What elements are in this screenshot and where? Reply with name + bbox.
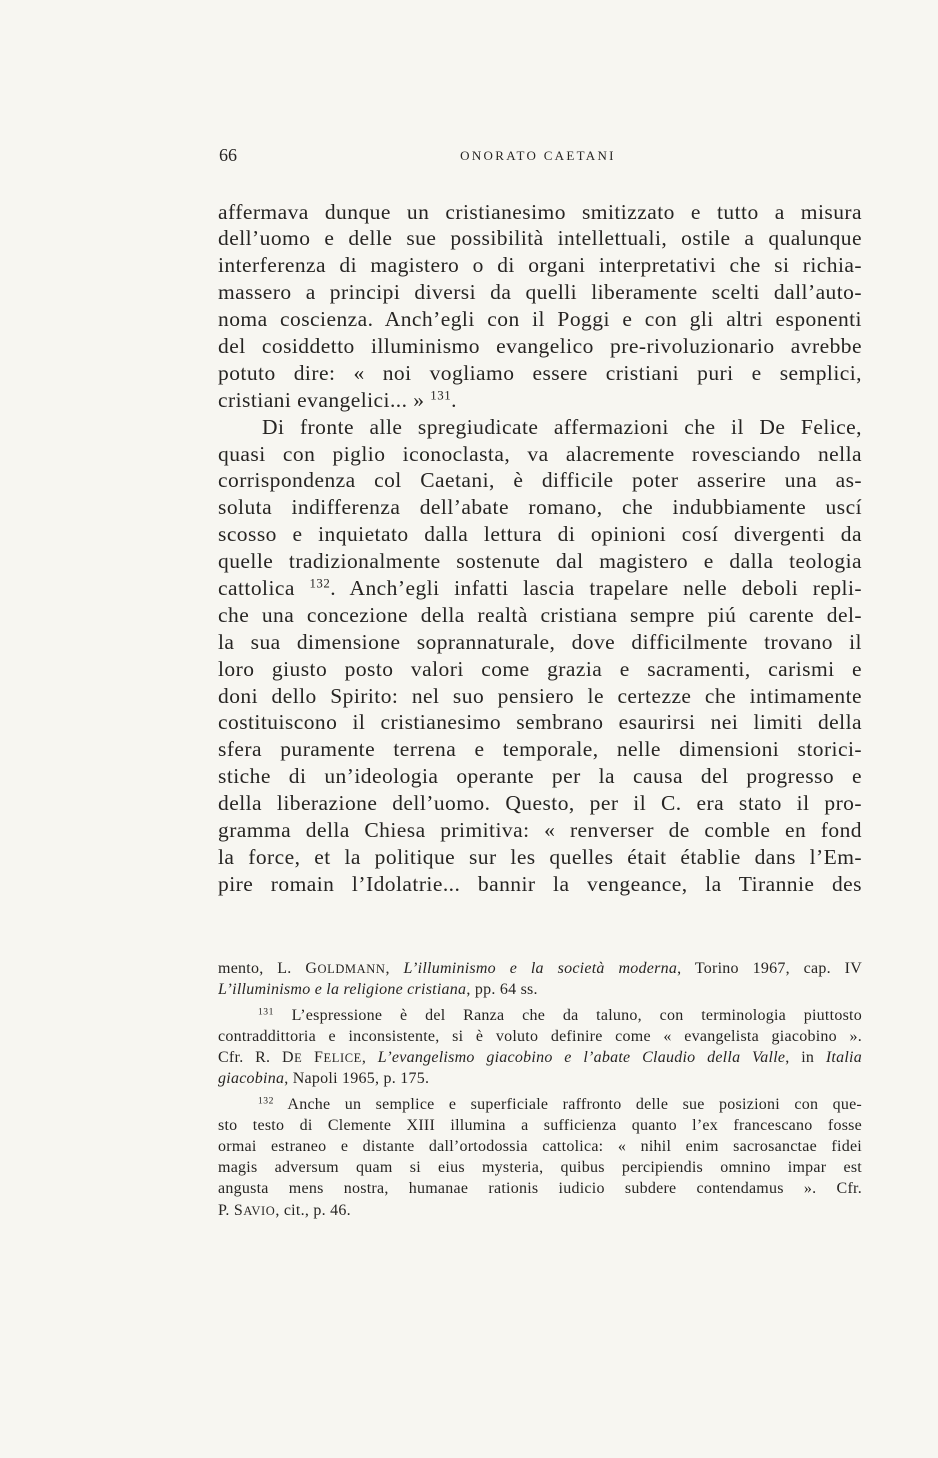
italic-title: L’illuminismo e la società moderna	[403, 959, 678, 977]
footnote-line	[218, 1068, 862, 1089]
footnotes	[218, 958, 862, 1221]
text-run: loro giusto posto valori come grazia e sacramenti, carismi e	[218, 656, 862, 681]
body-text-line	[218, 709, 862, 736]
italic-title: Italia	[825, 1048, 862, 1066]
text-run: stiche di un’ideologia operante per la causa del progresso e	[218, 764, 862, 789]
text-run: soluta indifferenza dell’abate romano, che indubbiamente uscí	[218, 495, 862, 520]
text-run	[302, 1049, 314, 1066]
body-text-line	[218, 602, 862, 629]
body-text-line	[218, 871, 862, 898]
text-run: gramma della Chiesa primitiva: « renverser de comble en fond	[218, 817, 862, 842]
text-run: quasi con piglio iconoclasta, va alacremente rovesciando nella	[218, 441, 862, 466]
footnote-ref: 132	[309, 576, 331, 591]
italic-title: L’illuminismo e la religione cristiana	[218, 980, 467, 998]
body-text-line	[218, 252, 862, 279]
body-text-line	[218, 817, 862, 844]
text-run: cristiani evangelici... »	[218, 387, 431, 412]
body-text-line	[218, 575, 862, 602]
text-run: sfera puramente terrena e temporale, nelle dimensioni storici-	[218, 737, 862, 762]
text-run: Di fronte alle spregiudicate affermazioni che il De Felice,	[262, 414, 862, 439]
text-run: magis adversum quam si eius mysteria, quibus percipiendis omnino impar est	[218, 1159, 862, 1177]
body-text-line	[218, 629, 862, 656]
text-run: del cosiddetto illuminismo evangelico pre-rivoluzionario avrebbe	[218, 333, 862, 358]
text-run: costituiscono il cristianesimo sembrano esaurirsi nei limiti della	[218, 710, 862, 735]
body-text-line	[218, 199, 862, 226]
italic-title: giacobina	[218, 1069, 285, 1087]
running-head: ONORATO CAETANI	[460, 148, 616, 163]
footnote-ref: 131	[258, 1005, 274, 1017]
small-caps-name: SAVIO	[233, 1201, 276, 1219]
body-text-line	[218, 306, 862, 333]
text-run: ,	[385, 959, 404, 977]
body-text-line	[218, 521, 862, 548]
body-text-line	[218, 683, 862, 710]
italic-title: L’evangelismo giacobino e l’abate Claudio della Valle	[377, 1048, 786, 1066]
text-run: che una concezione della realtà cristiana sempre piú carente del-	[218, 602, 862, 627]
text-run: , Napoli 1965, p. 175.	[284, 1069, 430, 1087]
body-text-line	[218, 360, 862, 387]
text-run: massero a principi diversi da quelli liberamente scelti dall’auto-	[218, 280, 862, 305]
body-text-line	[218, 844, 862, 871]
text-run: . Anch’egli infatti lascia trapelare nelle deboli repli-	[330, 575, 862, 600]
footnote-line	[218, 958, 862, 979]
footnote-line	[218, 1136, 862, 1157]
text-run: .	[451, 387, 457, 412]
text-run: dell’uomo e delle sue possibilità intellettuali, ostile a qualunque	[218, 226, 862, 251]
body-text-line	[218, 467, 862, 494]
body-text-line	[218, 333, 862, 360]
text-run: potuto dire: « noi vogliamo essere cristiani puri e semplici,	[218, 360, 862, 385]
body-text-line	[218, 414, 862, 441]
text-run: doni dello Spirito: nel suo pensiero le certezze che intimamente	[218, 683, 862, 708]
text-run: contraddittoria e inconsistente, si è voluto definire come « evangelista giacobino ».	[218, 1027, 862, 1045]
body-text-line	[218, 441, 862, 468]
text-run: cattolica	[218, 575, 310, 600]
body-text-line	[218, 548, 862, 575]
footnote-line	[218, 1094, 862, 1115]
text-run: corrispondenza col Caetani, è difficile poter asserire una as-	[218, 468, 862, 493]
text-run: sto testo di Clemente XIII illumina a sufficienza quanto l’ex francescano fosse	[218, 1117, 862, 1135]
text-run: pire romain l’Idolatrie... bannir la vengeance, la Tirannie des	[218, 871, 862, 896]
text-run: noma coscienza. Anch’egli con il Poggi e con gli altri esponenti	[218, 307, 862, 332]
text-run: ormai estraneo e distante dall’ortodossia cattolica: « nihil enim sacrosanctae fidei	[218, 1138, 862, 1156]
text-run: L’espressione è del Ranza che da taluno, con terminologia piuttosto	[273, 1006, 862, 1024]
text-run: Anche un semplice e superficiale raffronto delle sue posizioni con que-	[273, 1096, 862, 1114]
text-run: la force, et la politique sur les quelles était établie dans l’Em-	[218, 844, 862, 869]
body-text-line	[218, 225, 862, 252]
footnote-line	[218, 1005, 862, 1026]
text-run: , Torino 1967, cap. IV	[677, 959, 862, 977]
small-caps-name: DE	[282, 1048, 303, 1066]
footnote-line	[218, 1047, 862, 1068]
text-run: , in	[785, 1048, 826, 1066]
text-run: , pp. 64 ss.	[466, 980, 538, 998]
body-text-line	[218, 763, 862, 790]
text-run: la sua dimensione soprannaturale, dove difficilmente trovano il	[218, 629, 862, 654]
text-run: della liberazione dell’uomo. Questo, per il C. era stato il pro-	[218, 791, 862, 816]
text-run: interferenza di magistero o di organi interpretativi che si richia-	[218, 253, 862, 278]
page-number: 66	[219, 145, 237, 165]
body-text-line	[218, 279, 862, 306]
footnote-ref: 131	[430, 388, 452, 402]
footnote-line	[218, 1157, 862, 1178]
footnote-ref: 132	[258, 1095, 274, 1107]
body-text-line	[218, 736, 862, 763]
text-run: quelle tradizionalmente sostenute dal magistero e dalla teologia	[218, 549, 862, 574]
body-text	[218, 199, 862, 898]
body-text-line	[218, 790, 862, 817]
body-text-line	[218, 387, 862, 414]
footnote-line	[218, 1026, 862, 1047]
footnote-line	[218, 1200, 862, 1221]
text-run: angusta mens nostra, humanae rationis iudicio subdere contendamus ». Cfr.	[218, 1180, 862, 1198]
footnote-line	[218, 1178, 862, 1199]
text-run: ,	[361, 1048, 378, 1066]
text-run: mento, L.	[218, 959, 306, 977]
body-text-line	[218, 494, 862, 521]
small-caps-name: GOLDMANN	[305, 959, 386, 977]
footnote-line	[218, 979, 862, 1000]
text-run: Cfr. R.	[218, 1048, 282, 1066]
text-run: scosso e inquietato dalla lettura di opinioni cosí divergenti da	[218, 522, 862, 547]
body-text-line	[218, 656, 862, 683]
text-run: affermava dunque un cristianesimo smitizzato e tutto a misura	[218, 199, 862, 224]
text-run: P.	[218, 1201, 234, 1219]
small-caps-name: FELICE	[314, 1048, 362, 1066]
text-run: , cit., p. 46.	[275, 1201, 351, 1219]
footnote-line	[218, 1115, 862, 1136]
